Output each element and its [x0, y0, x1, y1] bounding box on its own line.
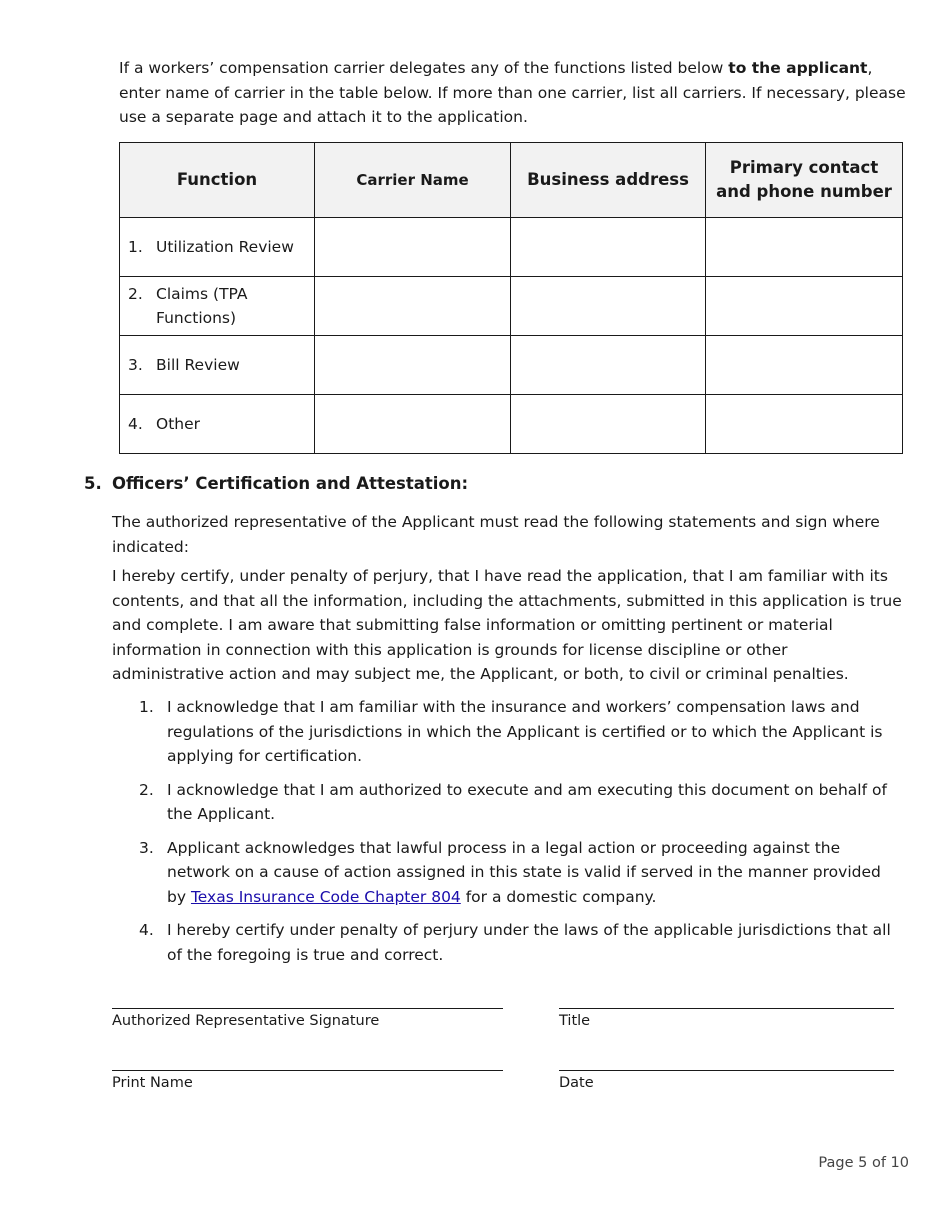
item-number: 1. — [139, 698, 154, 716]
item-number: 3. — [139, 838, 154, 857]
section-number: 5. — [84, 474, 102, 493]
section-title: Officers’ Certification and Attestation: — [112, 474, 469, 493]
print-name-line[interactable] — [112, 1070, 503, 1071]
list-item — [112, 695, 902, 769]
print-name-label: Print Name — [112, 1075, 193, 1091]
row-number: 4. — [128, 415, 143, 433]
section-heading — [84, 474, 468, 493]
instruction-paragraph: The authorized representative of the Applicant must read the following statements and sign where indicated: — [112, 513, 880, 556]
date-label: Date — [559, 1075, 594, 1091]
item-text: I acknowledge that I am familiar with the insurance and workers’ compensation laws and regulations of the jurisdictions in which the Applicant is certified or to which the Applicant is applying for certification. — [167, 698, 883, 765]
primary-contact-cell[interactable] — [706, 395, 903, 454]
carrier-name-cell[interactable] — [315, 218, 511, 277]
item-number: 4. — [139, 921, 154, 939]
table-row — [120, 218, 903, 277]
function-cell — [120, 277, 315, 336]
header-primary-contact: Primary contact and phone number — [706, 143, 903, 218]
business-address-cell[interactable] — [511, 218, 706, 277]
signature-label: Authorized Representative Signature — [112, 1013, 380, 1029]
list-item — [112, 836, 902, 910]
row-number: 1. — [128, 238, 143, 256]
function-cell — [120, 218, 315, 277]
intro-text-2: , enter name of carrier in the table below. If more than one carrier, list all carriers. If necessary, please use a separate page and attach it to the application. — [119, 59, 906, 126]
header-carrier-name: Carrier Name — [315, 143, 511, 218]
list-item — [112, 778, 902, 827]
item-text: I hereby certify under penalty of perjury under the laws of the applicable jurisdictions that all of the foregoing is true and correct. — [167, 921, 891, 964]
title-line[interactable] — [559, 1008, 894, 1009]
date-line[interactable] — [559, 1070, 894, 1071]
table-row — [120, 277, 903, 336]
header-business-address: Business address — [511, 143, 706, 218]
title-label: Title — [559, 1013, 591, 1029]
table-row — [120, 395, 903, 454]
list-item — [112, 918, 902, 967]
item-text: I acknowledge that I am authorized to execute and am executing this document on behalf of the Applicant. — [167, 780, 887, 823]
item-text — [167, 836, 902, 910]
certification-paragraph: I hereby certify, under penalty of perjury, that I have read the application, that I am familiar with its contents, and that all the information, including the attachments, submitted in this application is true and complete. I am aware that submitting false information or omitting pertinent or material information in connection with this application is grounds for license discipline or other administrative action and may subject me, the Applicant, or both, to civil or criminal penalties. — [112, 567, 902, 683]
function-label: Bill Review — [156, 356, 240, 374]
intro-bold-text: to the applicant — [728, 59, 868, 77]
item-text-after-link: for a domestic company. — [460, 887, 657, 906]
business-address-cell[interactable] — [511, 395, 706, 454]
signature-line[interactable] — [112, 1008, 503, 1009]
delegated-functions-table — [119, 142, 903, 454]
page-number: Page 5 of 10 — [818, 1155, 909, 1171]
carrier-name-cell[interactable] — [315, 277, 511, 336]
business-address-cell[interactable] — [511, 277, 706, 336]
insurance-code-link[interactable]: Texas Insurance Code Chapter 804 — [190, 887, 461, 906]
item-number: 2. — [139, 780, 154, 799]
function-label: Claims (TPA Functions) — [156, 285, 248, 327]
row-number: 2. — [128, 285, 143, 303]
function-cell — [120, 395, 315, 454]
intro-paragraph — [119, 56, 909, 130]
primary-contact-cell[interactable] — [706, 336, 903, 395]
function-cell — [120, 336, 315, 395]
row-number: 3. — [128, 356, 143, 374]
primary-contact-cell[interactable] — [706, 218, 903, 277]
table-header-row — [120, 143, 903, 218]
primary-contact-cell[interactable] — [706, 277, 903, 336]
function-label: Other — [156, 415, 201, 433]
attestation-list — [112, 695, 902, 976]
table-row — [120, 336, 903, 395]
item-text-before-link: Applicant acknowledges that lawful process in a legal action or proceeding against the network on a cause of action assigned in this state is valid if served in the manner provided by — [167, 838, 881, 906]
header-function: Function — [120, 143, 315, 218]
carrier-name-cell[interactable] — [315, 336, 511, 395]
carrier-name-cell[interactable] — [315, 395, 511, 454]
business-address-cell[interactable] — [511, 336, 706, 395]
intro-text-1: If a workers’ compensation carrier delegates any of the functions listed below — [119, 59, 729, 77]
function-label: Utilization Review — [156, 238, 294, 256]
